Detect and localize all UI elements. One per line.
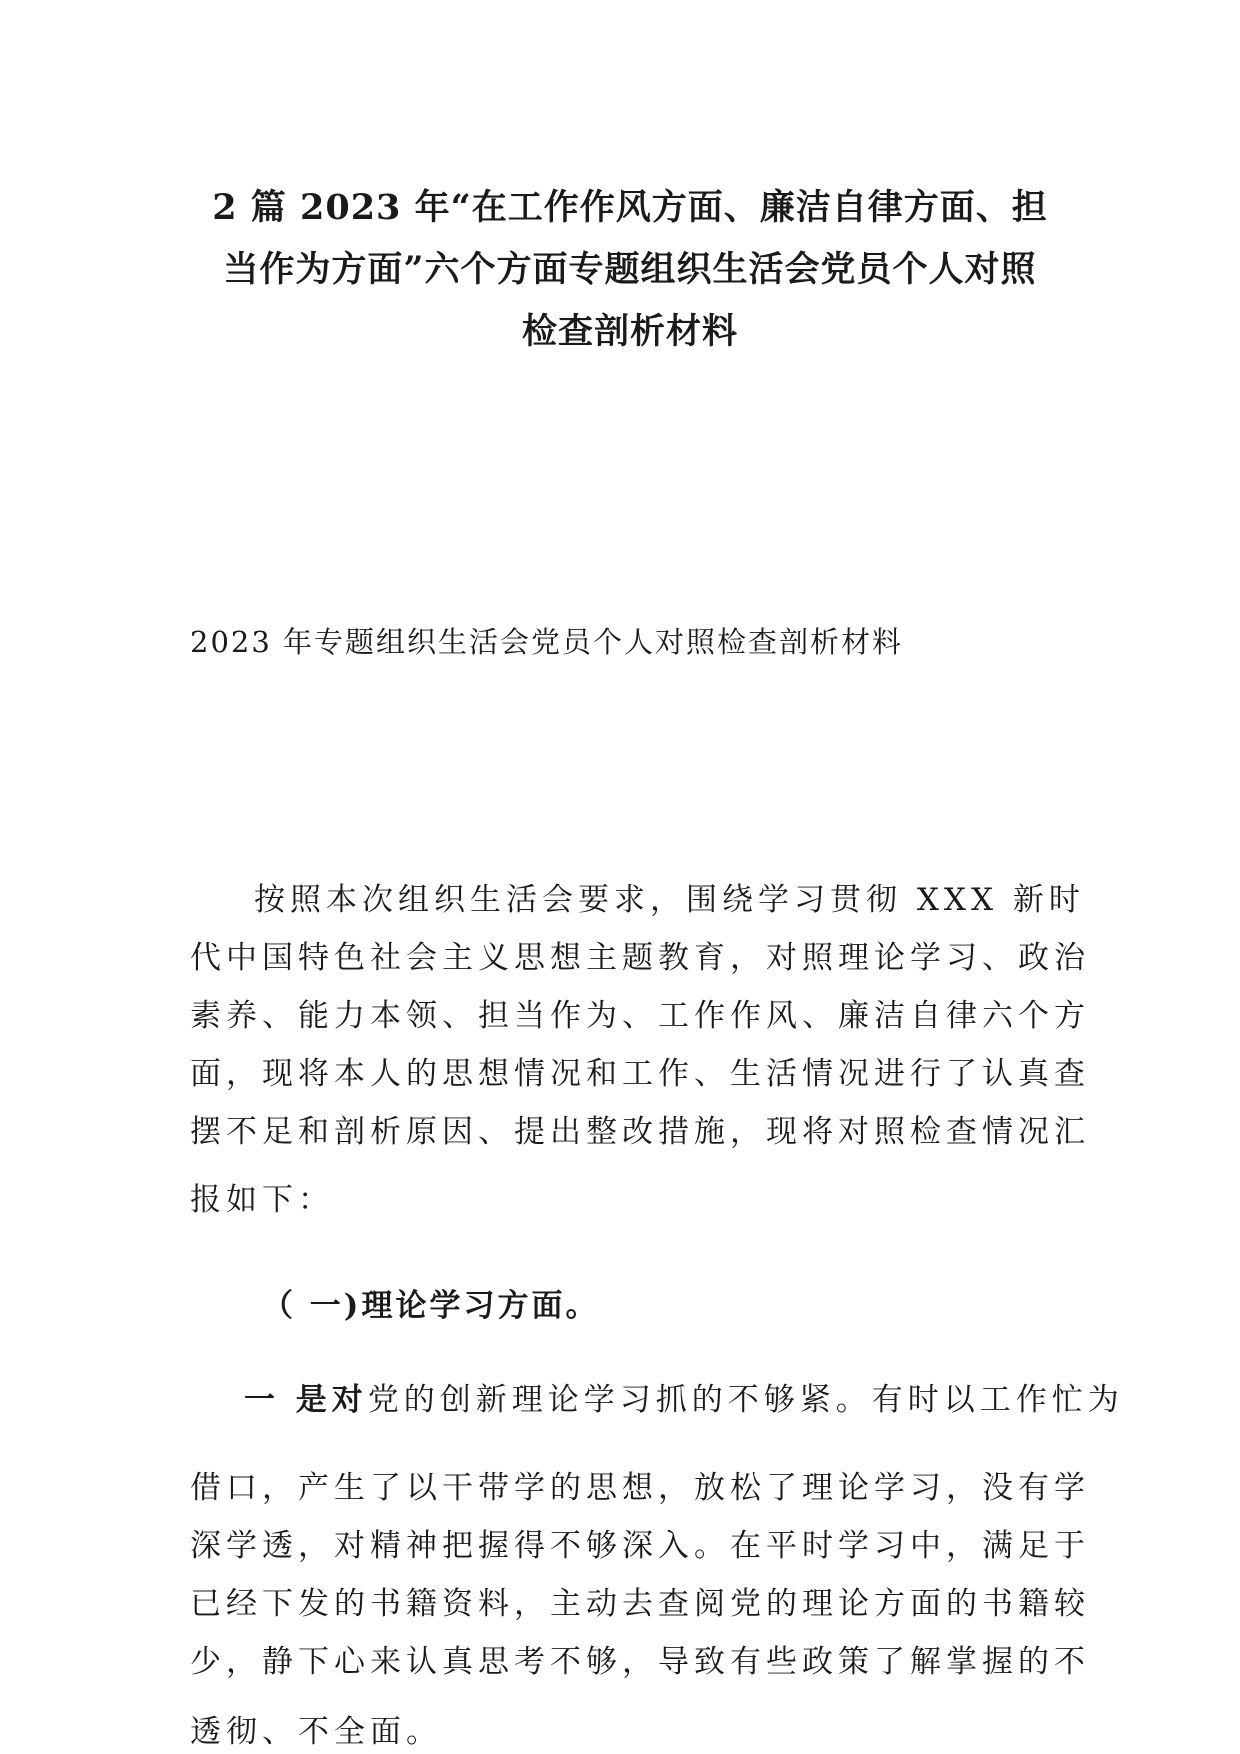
intro-line: 按照本次组织生活会要求，围绕学习贯彻 XXX 新时 xyxy=(254,882,1085,918)
title-line-1: 2 篇 2023 年“在工作作风方面、廉洁自律方面、担 xyxy=(212,187,1048,228)
section-heading: （ 一)理论学习方面。 xyxy=(262,1288,600,1324)
point-1-lead: 一 是对 xyxy=(244,1382,368,1418)
point-1-line xyxy=(244,1374,1124,1419)
intro-line: 面，现将本人的思想情况和工作、生活情况进行了认真查 xyxy=(190,1056,1090,1092)
title-line-2: 当作为方面”六个方面专题组织生活会党员个人对照 xyxy=(223,249,1037,290)
intro-line: 报如下： xyxy=(190,1182,334,1218)
subtitle: 2023 年专题组织生活会党员个人对照检查剖析材料 xyxy=(190,625,904,659)
body-line: 深学透，对精神把握得不够深入。在平时学习中，满足于 xyxy=(190,1528,1090,1564)
body-line: 借口，产生了以干带学的思想，放松了理论学习，没有学 xyxy=(190,1470,1090,1506)
point-1-text: 党的创新理论学习抓的不够紧。有时以工作忙为 xyxy=(367,1382,1124,1418)
body-line: 透彻、不全面。 xyxy=(190,1714,442,1750)
intro-line: 摆不足和剖析原因、提出整改措施，现将对照检查情况汇 xyxy=(190,1114,1090,1150)
body-line: 已经下发的书籍资料，主动去查阅党的理论方面的书籍较 xyxy=(190,1586,1090,1622)
intro-line: 代中国特色社会主义思想主题教育，对照理论学习、政治 xyxy=(190,940,1090,976)
body-line: 少，静下心来认真思考不够，导致有些政策了解掌握的不 xyxy=(190,1644,1090,1680)
intro-line: 素养、能力本领、担当作为、工作作风、廉洁自律六个方 xyxy=(190,998,1090,1034)
title-line-3: 检查剖析材料 xyxy=(521,311,738,352)
